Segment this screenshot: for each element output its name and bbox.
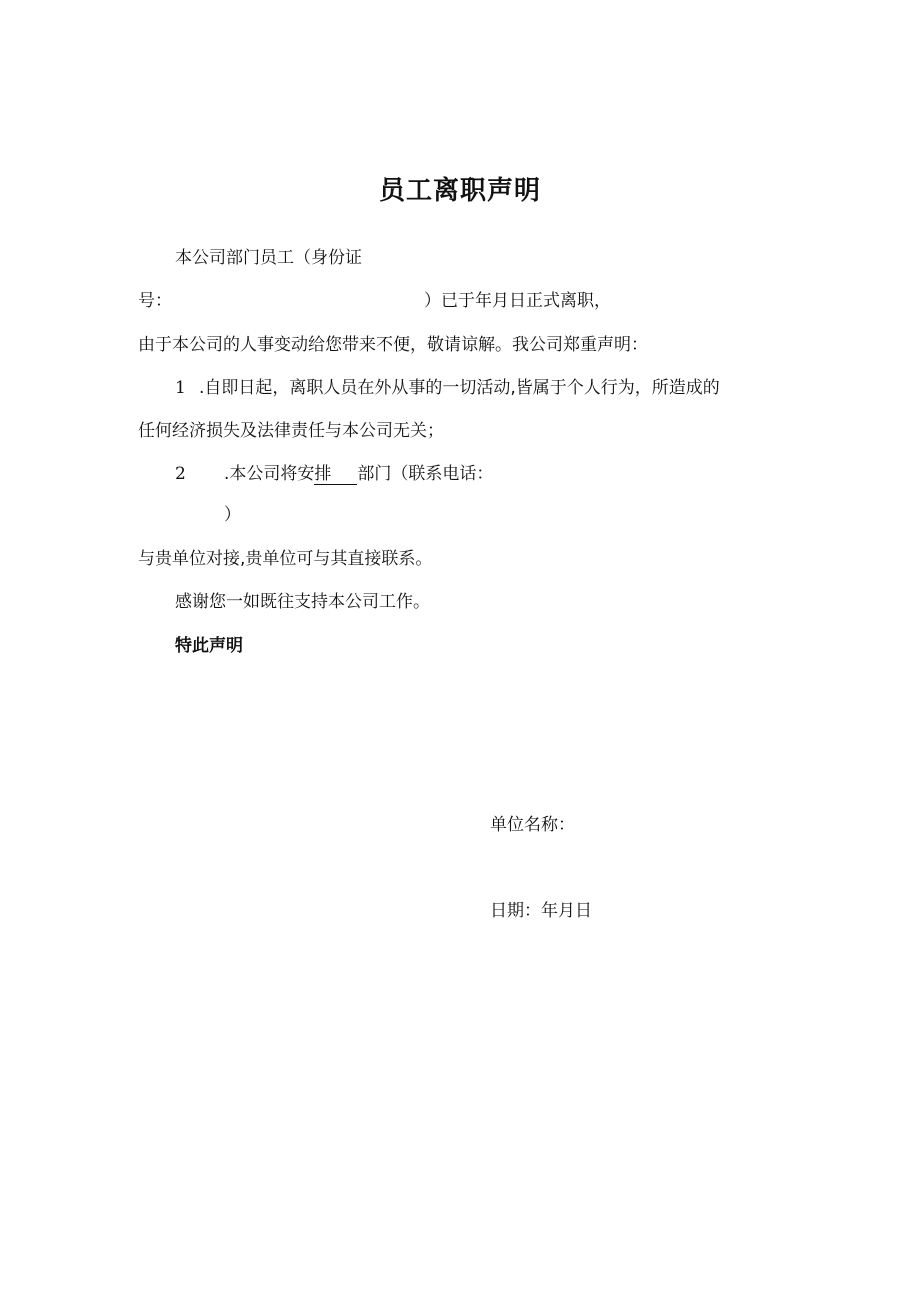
item-1-text: .自即日起，离职人员在外从事的一切活动,皆属于个人行为，所造成的 — [199, 378, 720, 398]
document-title: 员工离职声明 — [378, 176, 541, 206]
date-label: 日期：年月日 — [490, 901, 592, 921]
item-2-text — [224, 462, 493, 486]
apology-line: 由于本公司的人事变动给您带来不便，敬请谅解。我公司郑重声明： — [138, 335, 648, 355]
intro-line-1: 本公司部门员工（身份证 — [175, 248, 362, 268]
item-1-continuation: 任何经济损失及法律责任与本公司无关； — [138, 421, 444, 441]
resignation-statement: ）已于年月日正式离职， — [424, 291, 611, 311]
id-number-label: 号： — [138, 291, 172, 311]
thanks-line: 感谢您一如既往支持本公司工作。 — [175, 592, 430, 612]
department-blank: 排 — [314, 465, 357, 485]
item-2-number: 2 — [175, 464, 186, 484]
phone-close-paren: ） — [224, 505, 241, 525]
item-1-number: 1 — [175, 378, 186, 398]
contact-line: 与贵单位对接,贵单位可与其直接联系。 — [138, 549, 433, 569]
item-2-text-start: .本公司将安 — [224, 464, 315, 484]
unit-name-label: 单位名称： — [490, 815, 575, 835]
item-2-text-end: 部门（联系电话： — [357, 464, 494, 484]
declaration-closing: 特此声明 — [175, 636, 243, 656]
